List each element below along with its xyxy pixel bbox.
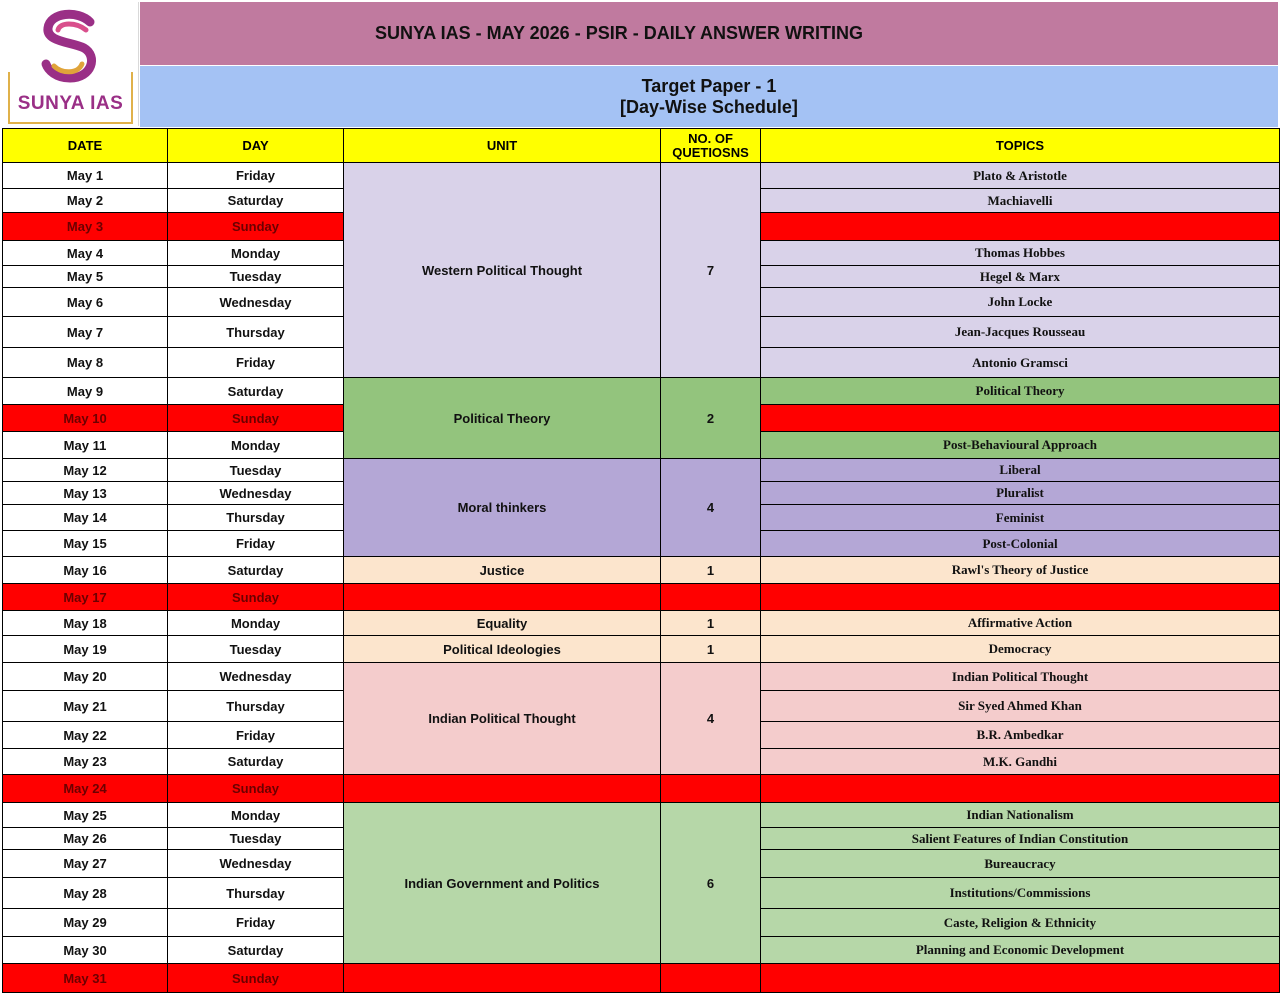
day-cell: Saturday — [167, 748, 344, 775]
unit-cell — [343, 774, 661, 803]
topic-cell: Indian Political Thought — [760, 662, 1280, 691]
subtitle-line-1: Target Paper - 1 — [641, 75, 777, 96]
header-date: DATE — [2, 128, 168, 163]
day-cell: Friday — [167, 347, 344, 378]
day-cell: Tuesday — [167, 265, 344, 288]
unit-cell — [343, 963, 661, 993]
date-cell: May 30 — [2, 936, 168, 964]
unit-cell: Western Political Thought — [343, 162, 661, 378]
unit-cell: Indian Government and Politics — [343, 802, 661, 964]
unit-cell: Moral thinkers — [343, 458, 661, 557]
date-cell: May 22 — [2, 721, 168, 749]
date-cell: May 28 — [2, 877, 168, 909]
date-cell: May 24 — [2, 774, 168, 803]
date-cell: May 31 — [2, 963, 168, 993]
topic-cell: Rawl's Theory of Justice — [760, 556, 1280, 584]
topic-cell: Caste, Religion & Ethnicity — [760, 908, 1280, 937]
date-cell: May 5 — [2, 265, 168, 288]
day-cell: Sunday — [167, 404, 344, 432]
day-cell: Thursday — [167, 877, 344, 909]
topic-cell: M.K. Gandhi — [760, 748, 1280, 775]
date-cell: May 4 — [2, 240, 168, 266]
day-cell: Tuesday — [167, 635, 344, 663]
topic-cell — [760, 212, 1280, 241]
date-cell: May 2 — [2, 188, 168, 213]
topic-cell: Democracy — [760, 635, 1280, 663]
topic-cell: Antonio Gramsci — [760, 347, 1280, 378]
topic-cell: Indian Nationalism — [760, 802, 1280, 828]
questions-cell: 1 — [660, 635, 761, 663]
topic-cell: Feminist — [760, 504, 1280, 531]
topic-cell — [760, 963, 1280, 993]
date-cell: May 17 — [2, 583, 168, 611]
day-cell: Wednesday — [167, 662, 344, 691]
date-cell: May 6 — [2, 287, 168, 317]
date-cell: May 7 — [2, 316, 168, 348]
day-cell: Saturday — [167, 556, 344, 584]
questions-cell — [660, 583, 761, 611]
day-cell: Friday — [167, 908, 344, 937]
date-cell: May 25 — [2, 802, 168, 828]
topic-cell: Hegel & Marx — [760, 265, 1280, 288]
page-title: SUNYA IAS - MAY 2026 - PSIR - DAILY ANSWER WRITING — [140, 2, 1278, 65]
unit-cell: Equality — [343, 610, 661, 636]
topic-cell: Bureaucracy — [760, 849, 1280, 878]
day-cell: Friday — [167, 162, 344, 189]
date-cell: May 11 — [2, 431, 168, 459]
date-cell: May 23 — [2, 748, 168, 775]
subtitle-line-2: [Day-Wise Schedule] — [620, 96, 798, 117]
date-cell: May 1 — [2, 162, 168, 189]
unit-cell: Indian Political Thought — [343, 662, 661, 775]
questions-cell: 1 — [660, 610, 761, 636]
date-cell: May 8 — [2, 347, 168, 378]
day-cell: Sunday — [167, 212, 344, 241]
day-cell: Sunday — [167, 583, 344, 611]
subtitle — [140, 66, 1278, 127]
day-cell: Sunday — [167, 963, 344, 993]
date-cell: May 21 — [2, 690, 168, 722]
sunya-ias-logo — [2, 2, 139, 126]
day-cell: Tuesday — [167, 458, 344, 482]
day-cell: Saturday — [167, 188, 344, 213]
day-cell: Wednesday — [167, 849, 344, 878]
day-cell: Saturday — [167, 936, 344, 964]
logo-text: SUNYA IAS — [17, 93, 124, 114]
day-cell: Monday — [167, 431, 344, 459]
date-cell: May 15 — [2, 530, 168, 557]
unit-cell: Political Theory — [343, 377, 661, 459]
topic-cell: Institutions/Commissions — [760, 877, 1280, 909]
topic-cell: Political Theory — [760, 377, 1280, 405]
date-cell: May 26 — [2, 827, 168, 850]
day-cell: Monday — [167, 802, 344, 828]
unit-cell: Political Ideologies — [343, 635, 661, 663]
day-cell: Wednesday — [167, 287, 344, 317]
day-cell: Tuesday — [167, 827, 344, 850]
topic-cell: Plato & Aristotle — [760, 162, 1280, 189]
questions-cell: 7 — [660, 162, 761, 378]
date-cell: May 16 — [2, 556, 168, 584]
day-cell: Friday — [167, 530, 344, 557]
topic-cell: B.R. Ambedkar — [760, 721, 1280, 749]
day-cell: Monday — [167, 240, 344, 266]
topic-cell: Salient Features of Indian Constitution — [760, 827, 1280, 850]
questions-cell: 4 — [660, 458, 761, 557]
date-cell: May 9 — [2, 377, 168, 405]
questions-cell — [660, 963, 761, 993]
date-cell: May 19 — [2, 635, 168, 663]
date-cell: May 27 — [2, 849, 168, 878]
header-day: DAY — [167, 128, 344, 163]
day-cell: Friday — [167, 721, 344, 749]
date-cell: May 18 — [2, 610, 168, 636]
questions-cell: 2 — [660, 377, 761, 459]
questions-cell: 4 — [660, 662, 761, 775]
day-cell: Thursday — [167, 504, 344, 531]
topic-cell — [760, 774, 1280, 803]
day-cell: Thursday — [167, 316, 344, 348]
topic-cell: John Locke — [760, 287, 1280, 317]
header-questions: NO. OF QUETIOSNS — [660, 128, 761, 163]
date-cell: May 3 — [2, 212, 168, 241]
date-cell: May 20 — [2, 662, 168, 691]
day-cell: Wednesday — [167, 481, 344, 505]
topic-cell: Jean-Jacques Rousseau — [760, 316, 1280, 348]
questions-cell: 1 — [660, 556, 761, 584]
topic-cell — [760, 583, 1280, 611]
topic-cell: Machiavelli — [760, 188, 1280, 213]
questions-cell: 6 — [660, 802, 761, 964]
questions-cell — [660, 774, 761, 803]
topic-cell: Thomas Hobbes — [760, 240, 1280, 266]
date-cell: May 10 — [2, 404, 168, 432]
topic-cell: Sir Syed Ahmed Khan — [760, 690, 1280, 722]
date-cell: May 12 — [2, 458, 168, 482]
header-unit: UNIT — [343, 128, 661, 163]
day-cell: Sunday — [167, 774, 344, 803]
header-topics: TOPICS — [760, 128, 1280, 163]
topic-cell — [760, 404, 1280, 432]
topic-cell: Post-Behavioural Approach — [760, 431, 1280, 459]
date-cell: May 29 — [2, 908, 168, 937]
unit-cell: Justice — [343, 556, 661, 584]
topic-cell: Pluralist — [760, 481, 1280, 505]
date-cell: May 13 — [2, 481, 168, 505]
day-cell: Saturday — [167, 377, 344, 405]
unit-cell — [343, 583, 661, 611]
topic-cell: Liberal — [760, 458, 1280, 482]
day-cell: Thursday — [167, 690, 344, 722]
date-cell: May 14 — [2, 504, 168, 531]
day-cell: Monday — [167, 610, 344, 636]
topic-cell: Affirmative Action — [760, 610, 1280, 636]
topic-cell: Post-Colonial — [760, 530, 1280, 557]
topic-cell: Planning and Economic Development — [760, 936, 1280, 964]
